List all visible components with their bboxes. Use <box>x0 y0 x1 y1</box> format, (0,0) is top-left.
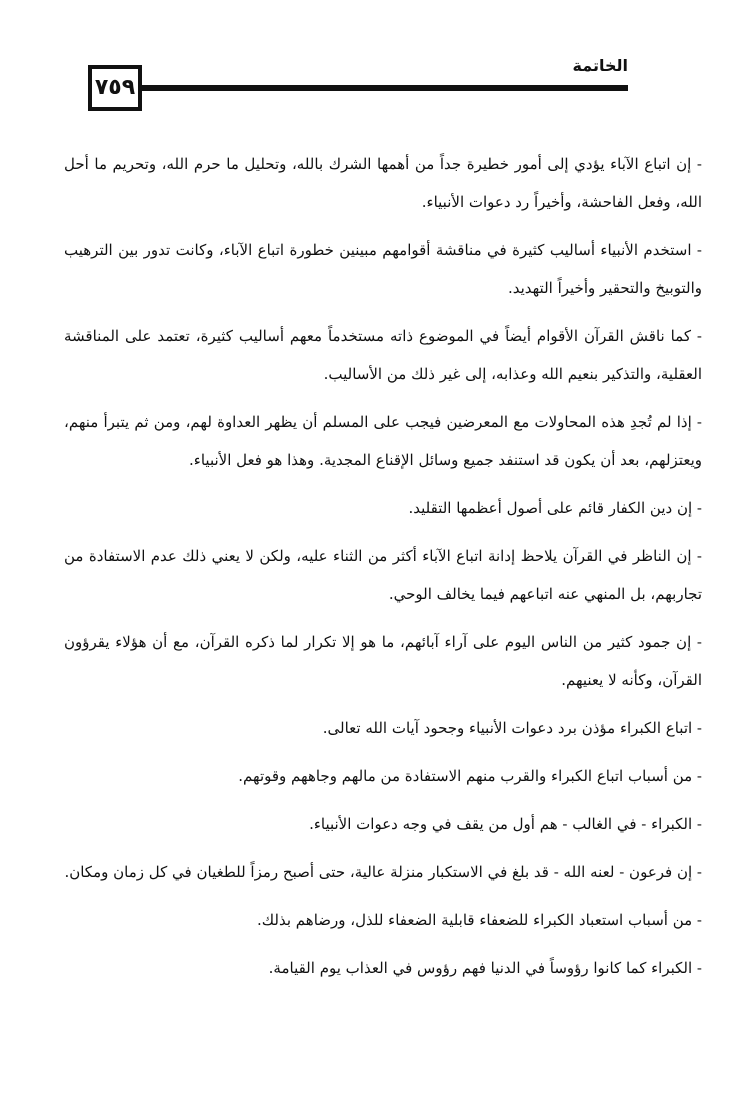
paragraph: - اتباع الكبراء مؤذن برد دعوات الأنبياء وجحود آيات الله تعالى. <box>322 719 702 737</box>
paragraph: - من أسباب اتباع الكبراء والقرب منهم الاستفادة من مالهم وجاههم وقوتهم. <box>238 767 702 785</box>
paragraph: - إن اتباع الآباء يؤدي إلى أمور خطيرة جداً من أهمها الشرك بالله، وتحليل ما حرم الله، وتحريم ما أحل الله، وفعل الفاحشة، وأخيراً رد دعوات الأنبياء. <box>64 155 702 211</box>
paragraph: - إن فرعون - لعنه الله - قد بلغ في الاستكبار منزلة عالية، حتى أصبح رمزاً للطغيان في كل زمان ومكان. <box>64 863 702 881</box>
page-body <box>64 145 702 997</box>
paragraph: - من أسباب استعباد الكبراء للضعفاء قابلية الضعفاء للذل، ورضاهم بذلك. <box>257 911 702 929</box>
paragraph: - كما ناقش القرآن الأقوام أيضاً في الموضوع ذاته مستخدماً معهم أساليب كثيرة، تعتمد على المناقشة العقلية، والتذكير بنعيم الله وعذابه، إلى غير ذلك من الأساليب. <box>64 327 702 383</box>
header-rule <box>142 85 628 91</box>
paragraph: - إن الناظر في القرآن يلاحظ إدانة اتباع الآباء أكثر من الثناء عليه، ولكن لا يعني ذلك عدم الاستفادة من تجاربهم، بل المنهي عنه اتباعهم فيما يخالف الوحي. <box>64 547 702 603</box>
running-title: الخاتمة <box>572 56 628 75</box>
page-header <box>88 52 628 112</box>
paragraph: - الكبراء كما كانوا رؤوساً في الدنيا فهم رؤوس في العذاب يوم القيامة. <box>268 959 702 977</box>
paragraph: - إن جمود كثير من الناس اليوم على آراء آبائهم، ما هو إلا تكرار لما ذكره القرآن، مع أن هؤلاء يقرؤون القرآن، وكأنه لا يعنيهم. <box>64 633 702 689</box>
paragraph: - استخدم الأنبياء أساليب كثيرة في مناقشة أقوامهم مبينين خطورة اتباع الآباء، وكانت تدور بين الترهيب والتوبيخ والتحقير وأخيراً التهديد. <box>64 241 702 297</box>
paragraph: - إذا لم تُجدِ هذه المحاولات مع المعرضين فيجب على المسلم أن يظهر العداوة لهم، ومن ثم يتبرأ منهم، ويعتزلهم، بعد أن يكون قد استنفد جميع وسائل الإقناع المجدية. وهذا هو فعل الأنبياء. <box>64 413 702 469</box>
paragraph: - إن دين الكفار قائم على أصول أعظمها التقليد. <box>408 499 702 517</box>
page-number: ٧٥٩ <box>88 65 142 111</box>
paragraph: - الكبراء - في الغالب - هم أول من يقف في وجه دعوات الأنبياء. <box>309 815 702 833</box>
